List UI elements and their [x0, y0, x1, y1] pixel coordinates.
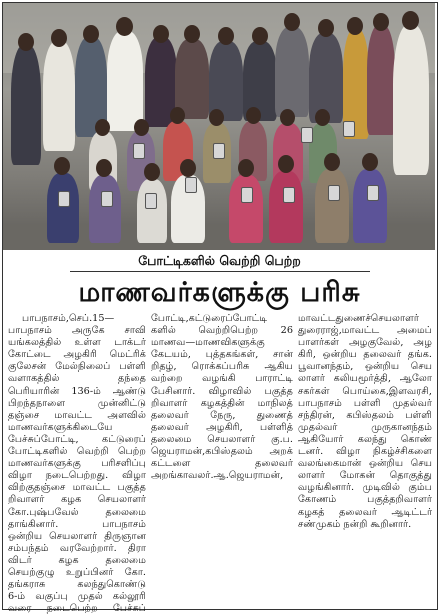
photo-person-head — [51, 29, 67, 47]
text-line: கோணம் பகுத்தறிவாளர் — [298, 494, 432, 506]
text-line: பிறந்தநாளை முன்னிட்டு — [8, 397, 146, 409]
photo-person-head — [170, 107, 185, 124]
trophy-icon — [283, 187, 295, 203]
photo-person-head — [83, 25, 99, 43]
text-line: லாளர் கலியமூர்த்தி, ஆலோ — [298, 373, 432, 385]
text-line: பேச்சுப்போட்டி, கட்டுரைப் — [8, 433, 146, 445]
text-line: ஆகியோர் கலந்து கொண் — [298, 433, 432, 445]
text-line: மாணவர்களுக்கிடையே — [8, 421, 113, 433]
headline-title: மாணவர்களுக்கு பரிசு — [78, 277, 361, 308]
text-line: வற்றை வழங்கி பாராட்டி — [151, 373, 293, 385]
text-line: சந்திரன், கபிஸ்தலம் பள்ளி — [298, 409, 432, 421]
trophy-icon — [328, 185, 340, 201]
text-line: குலேசன் மேல்நிலைப் பள்ளி — [8, 361, 146, 373]
photo-person — [43, 41, 75, 151]
text-line: கோ.புஷ்பவேல் தலைமை — [8, 506, 146, 518]
text-line: விற்குதஞ்சை மாவட்ட பகுத்த — [8, 482, 146, 494]
text-line: வரை நடைபெற்ற பேச்சுப் — [8, 603, 146, 615]
text-line: யங்கலத்தில் உள்ள டாக்டர் — [8, 337, 146, 349]
photo-person-head — [284, 13, 300, 31]
text-line: தஞ்சை மாவட்ட அளவில் — [8, 409, 146, 421]
photo-person-head — [246, 107, 261, 124]
text-line: வலங்கைமான் ஒன்றிய செய — [298, 458, 432, 470]
headline-divider — [70, 271, 370, 272]
text-line: பாளர்கள் அழகுவேல், அழ — [298, 337, 432, 349]
text-line: துரைராஜ்,மாவட்ட அமைப் — [298, 325, 432, 337]
photo-person-head — [280, 109, 295, 126]
photo-person-head — [116, 17, 133, 36]
text-line: அறங்காவலர்.ஆ.ஜெயராமன், — [151, 470, 284, 482]
text-line: ஜெயராமன்,கபிஸ்தலம் அறக் — [151, 446, 293, 458]
trophy-icon — [343, 121, 355, 137]
text-line: களில் வெற்றிபெற்ற 26 — [151, 325, 293, 337]
photo-person-head — [347, 17, 363, 35]
text-line: மாவட்டதுணைச்செயலாளர் — [298, 313, 419, 324]
trophy-icon — [301, 127, 313, 143]
photo-person — [393, 25, 429, 175]
photo-person-head — [180, 159, 196, 177]
photo-person-head — [315, 109, 330, 126]
trophy-icon — [367, 185, 379, 201]
photo-person-head — [318, 19, 334, 37]
photo-person-head — [144, 163, 160, 181]
photo-person-head — [218, 27, 234, 45]
text-line: விடர் கழக தலைமை — [8, 554, 146, 566]
group-photo — [3, 3, 435, 250]
photo-person — [11, 45, 41, 165]
text-line: பாபநாசம் அருகே சாவி — [8, 325, 146, 337]
photo-person-head — [402, 11, 419, 30]
text-line: பாபநாசம் பள்ளி முதல்வர் — [298, 397, 432, 409]
photo-person-head — [324, 153, 340, 171]
trophy-icon — [145, 193, 157, 209]
text-line: கழகத் தலைவர் ஆடிட்டர் — [298, 506, 432, 518]
text-line: சண்முகம் நன்றி கூறினார். — [298, 518, 412, 530]
text-line: தலைமை செயலாளர் கு.ப. — [151, 433, 293, 445]
text-line: றிதழ், ரொக்கப்பரிசு ஆகிய — [151, 361, 293, 373]
text-line: மாணவ—மாணவிகளுக்கு — [151, 337, 265, 349]
photo-person-head — [373, 13, 389, 31]
text-line: கட்டளை தலைவர் — [151, 458, 293, 470]
photo-person-head — [153, 25, 169, 43]
photo-person — [229, 175, 263, 243]
text-line: தாங்கினார். பாபநாசம் — [8, 518, 146, 530]
photo-person-head — [96, 159, 112, 177]
text-line: பெரியாரின் 136-ம் ஆண்டு — [8, 385, 146, 397]
text-line: வழங்கினார். முடிவில் கும்ப — [298, 482, 432, 494]
trophy-icon — [213, 143, 225, 159]
photo-person — [107, 31, 143, 131]
text-line: றிவாளர் கழக செயலாளர் — [8, 494, 146, 506]
text-line: சம்பந்தம் வரவேற்றார். திரா — [8, 542, 146, 554]
text-line: போட்டிகளில் வெற்றி பெற்ற — [8, 446, 146, 458]
photo-person-head — [238, 159, 254, 177]
photo-person-head — [362, 153, 378, 171]
text-line: செயற்குழு உறுப்பினர் கோ. — [8, 566, 146, 578]
photo-person-head — [54, 157, 70, 175]
photo-person-head — [209, 109, 224, 126]
trophy-icon — [241, 187, 253, 203]
text-line: கேடயம், புத்தகங்கள், சான் — [151, 349, 293, 361]
text-line: தலைவர் அழகிரி, பள்ளித் — [151, 421, 293, 433]
photo-person-head — [252, 27, 268, 45]
text-line: கிரி, ஒன்றிய தலைவர் தங்க. — [298, 349, 432, 361]
text-line: தங்கராசு கலந்துகொண்டு — [8, 579, 146, 591]
text-line: கோட்டை அழகிரி மெட்ரிக் — [8, 349, 146, 361]
text-line: வளாகத்தில் தந்தை — [8, 373, 146, 385]
photo-person — [353, 169, 387, 243]
photo-person — [367, 25, 395, 135]
photo-person — [89, 175, 121, 243]
text-line: லாளர் மோகன் தொகுத்து — [298, 470, 432, 482]
text-line: ஒன்றிய செயலாளர் திருஞான — [8, 530, 146, 542]
photo-person — [315, 169, 349, 243]
text-line: 6-ம் வகுப்பு முதல் கல்லூரி — [8, 591, 146, 603]
trophy-icon — [133, 143, 145, 159]
text-line: மாணவர்களுக்கு பரிசளிப்பு — [8, 458, 146, 470]
photo-person — [137, 179, 167, 243]
text-line: சகர்கள் பொய்கை,இளவரசி, — [298, 385, 432, 397]
text-line: முதல்வர் முருகானந்தம் — [298, 421, 432, 433]
text-line: விழா நடைபெற்றது. விழா — [8, 470, 146, 482]
text-line: போட்டி,கட்டுரைப்போட்டி — [151, 313, 268, 324]
text-line: பூவானந்தம், ஒன்றிய செய — [298, 361, 432, 373]
trophy-icon — [101, 191, 113, 207]
text-line: பேசினார். விழாவில் பகுத்த — [151, 385, 293, 397]
photo-person — [47, 173, 79, 243]
photo-person — [269, 171, 303, 243]
headline-kicker: போட்டிகளில் வெற்றி பெற்ற — [138, 253, 301, 268]
article-column-1 — [8, 313, 146, 615]
photo-person — [275, 27, 309, 117]
trophy-icon — [58, 191, 70, 207]
photo-person-head — [18, 33, 34, 51]
trophy-icon — [185, 177, 197, 193]
text-line: டனர். விழா நிகழ்ச்சிகளை — [298, 446, 432, 458]
article-column-2 — [151, 313, 293, 482]
article-column-3 — [298, 313, 432, 531]
photo-person-head — [184, 25, 200, 43]
text-line: பாபநாசம்,செப்.15— — [22, 313, 115, 324]
photo-person-head — [95, 119, 110, 136]
text-line: தலைவர் நேரு, துணைத் — [151, 409, 293, 421]
text-line: றிவாளர் கழகத்தின் மாநிலத் — [151, 397, 293, 409]
photo-person-head — [134, 119, 149, 136]
photo-person-head — [278, 155, 294, 173]
